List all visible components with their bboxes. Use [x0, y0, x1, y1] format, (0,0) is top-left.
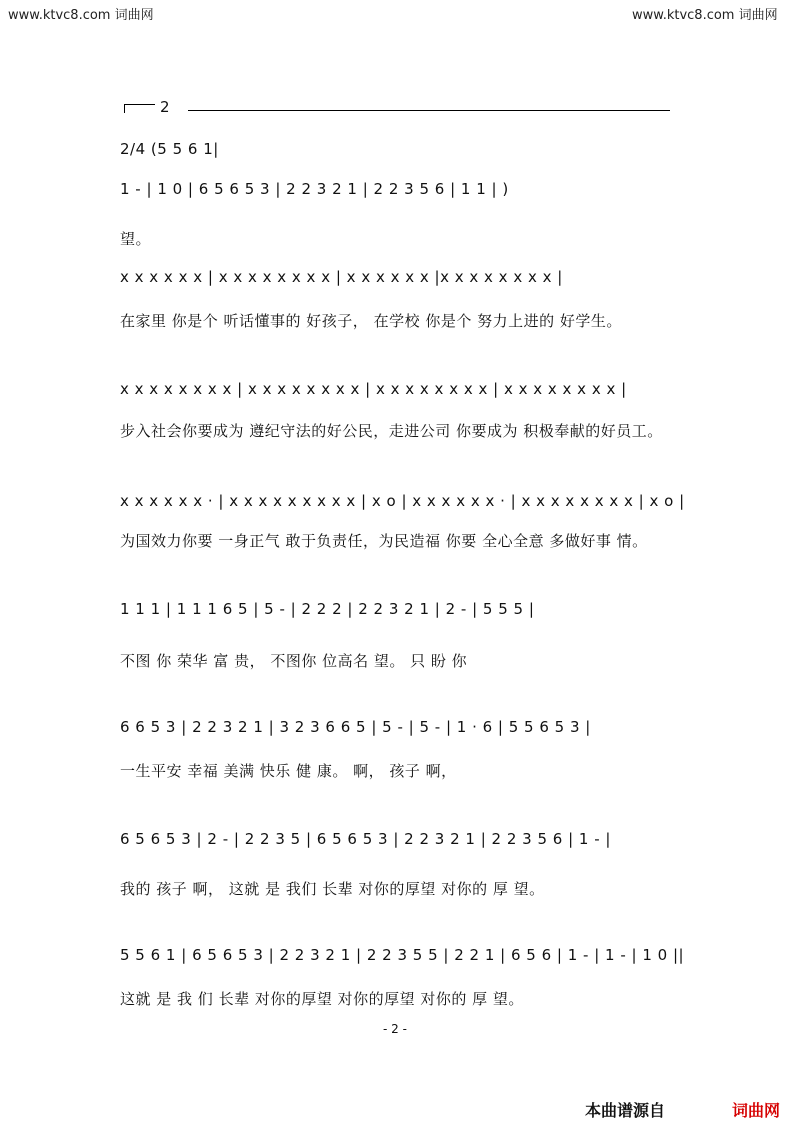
- rhythm-line-2: x x x x x x x x | x x x x x x x x | x x x x x x x x | x x x x x x x x |: [120, 380, 627, 398]
- site-label: 词曲网: [114, 8, 154, 23]
- volta-number: 2: [160, 98, 171, 116]
- lyric-intro: 望。: [120, 230, 152, 248]
- volta-line: [188, 110, 670, 111]
- lyric-line-4: 不图 你 荣华 富 贵， 不图你 位高名 望。 只 盼 你: [120, 652, 468, 670]
- score-line-1: 1 1 1 | 1 1 1 6 5 | 5 - | 2 2 2 | 2 2 3 2 1 | 2 - | 5 5 5 |: [120, 600, 535, 618]
- rhythm-line-3: x x x x x x · | x x x x x x x x x | x o | x x x x x x · | x x x x x x x x | x o |: [120, 492, 685, 510]
- brand-label[interactable]: 词曲网: [732, 1101, 781, 1120]
- site-url[interactable]: www.ktvc8.com: [632, 8, 735, 23]
- time-signature: 2/4 (5 5 6 1|: [120, 140, 219, 158]
- volta-bracket: [124, 104, 155, 113]
- lyric-line-6: 我的 孩子 啊， 这就 是 我们 长辈 对你的厚望 对你的 厚 望。: [120, 880, 545, 898]
- lyric-line-1: 在家里 你是个 听话懂事的 好孩子， 在学校 你是个 努力上进的 好学生。: [120, 312, 622, 330]
- page-number: - 2 -: [383, 1022, 407, 1036]
- score-line-2: 6 6 5 3 | 2 2 3 2 1 | 3 2 3 6 6 5 | 5 - | 5 - | 1 · 6 | 5 5 6 5 3 |: [120, 718, 591, 736]
- lyric-line-2: 步入社会你要成为 遵纪守法的好公民，走进公司 你要成为 积极奉献的好员工。: [120, 422, 663, 440]
- lyric-line-7: 这就 是 我 们 长辈 对你的厚望 对你的厚望 对你的 厚 望。: [120, 990, 524, 1008]
- site-label: 词曲网: [738, 8, 778, 23]
- header-right: [632, 4, 778, 23]
- lyric-line-5: 一生平安 幸福 美满 快乐 健 康。 啊， 孩子 啊，: [120, 762, 457, 780]
- site-url[interactable]: www.ktvc8.com: [8, 8, 111, 23]
- rhythm-line-1: x x x x x x | x x x x x x x x | x x x x x x |x x x x x x x x |: [120, 268, 563, 286]
- score-line-4: 5 5 6 1 | 6 5 6 5 3 | 2 2 3 2 1 | 2 2 3 5 5 | 2 2 1 | 6 5 6 | 1 - | 1 - | 1 0 ||: [120, 946, 685, 964]
- source-label: 本曲谱源自: [585, 1101, 666, 1120]
- header-left: [8, 4, 154, 23]
- score-line-intro: 1 - | 1 0 | 6 5 6 5 3 | 2 2 3 2 1 | 2 2 3 5 6 | 1 1 | ): [120, 180, 509, 198]
- lyric-line-3: 为国效力你要 一身正气 敢于负责任，为民造福 你要 全心全意 多做好事 情。: [120, 532, 648, 550]
- score-line-3: 6 5 6 5 3 | 2 - | 2 2 3 5 | 6 5 6 5 3 | 2 2 3 2 1 | 2 2 3 5 6 | 1 - |: [120, 830, 611, 848]
